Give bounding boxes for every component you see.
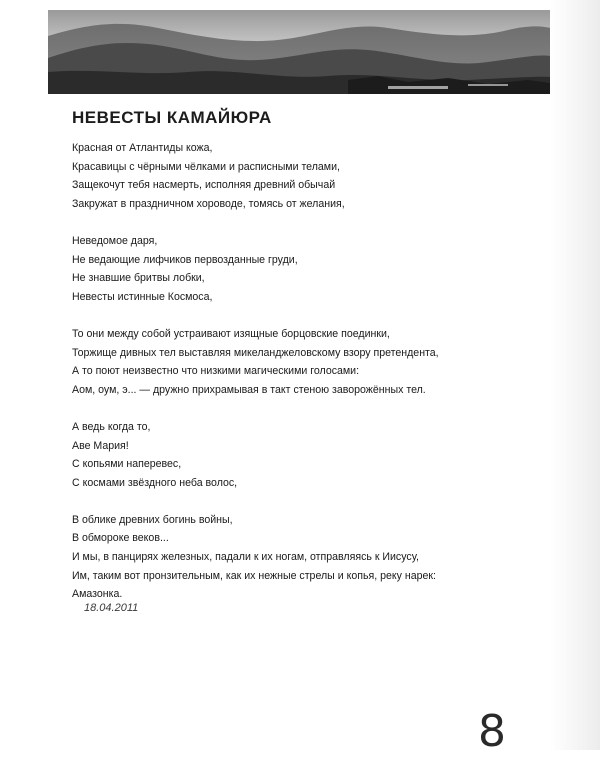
poem-line: А ведь когда то, bbox=[72, 420, 151, 433]
poem-line: В обмороке веков... bbox=[72, 532, 169, 545]
stanza-2 bbox=[72, 232, 500, 306]
poem-line: Аве Мария! bbox=[72, 439, 129, 452]
poem-line: Аом, оум, э... — дружно прихрамывая в такт стеною заворожённых тел. bbox=[72, 383, 426, 396]
poem-line: С копьями наперевес, bbox=[72, 458, 182, 471]
stanza-1 bbox=[72, 139, 500, 213]
stanza-4 bbox=[72, 418, 500, 492]
poem-line: То они между собой устраивают изящные борцовские поединки, bbox=[72, 327, 390, 340]
page-edge-shadow bbox=[550, 0, 600, 750]
page-number: 8 bbox=[478, 706, 506, 757]
poem-line: Не знавшие бритвы лобки, bbox=[72, 272, 205, 285]
poem-line: Им, таким вот пронзительным, как их нежные стрелы и копья, реку нарек: bbox=[72, 569, 436, 582]
header-photo-mountains bbox=[48, 10, 550, 94]
poem-line: Закружат в праздничном хороводе, томясь от желания, bbox=[72, 197, 345, 210]
poem-body bbox=[72, 139, 500, 622]
poem-line: Торжище дивных тел выставляя микеланджеловскому взору претендента, bbox=[72, 346, 439, 359]
stanza-3 bbox=[72, 325, 500, 399]
poem-line: С космами звёздного неба волос, bbox=[72, 476, 238, 489]
poem-line: Красавицы с чёрными чёлками и расписными телами, bbox=[72, 160, 340, 173]
poem-line: В облике древних богинь войны, bbox=[72, 513, 233, 526]
poem-line: Амазонка. bbox=[72, 588, 123, 601]
poem-line: Неведомое даря, bbox=[72, 234, 158, 247]
poem-line: Защекочут тебя насмерть, исполняя древний обычай bbox=[72, 179, 336, 192]
poem-title: НЕВЕСТЫ КАМАЙЮРА bbox=[72, 108, 272, 127]
poem-line: Красная от Атлантиды кожа, bbox=[72, 142, 213, 154]
poem-line: Не ведающие лифчиков первозданные груди, bbox=[72, 253, 298, 266]
stanza-5 bbox=[72, 511, 500, 604]
mountain-landscape-image bbox=[48, 10, 550, 94]
poem-line: Невесты истинные Космоса, bbox=[72, 290, 213, 303]
poem-line: А то поют неизвестно что низкими магическими голосами: bbox=[72, 365, 360, 378]
poem-date: 18.04.2011 bbox=[84, 602, 139, 614]
poem-line: И мы, в панцирях железных, падали к их ногам, отправляясь к Иисусу, bbox=[72, 551, 419, 564]
